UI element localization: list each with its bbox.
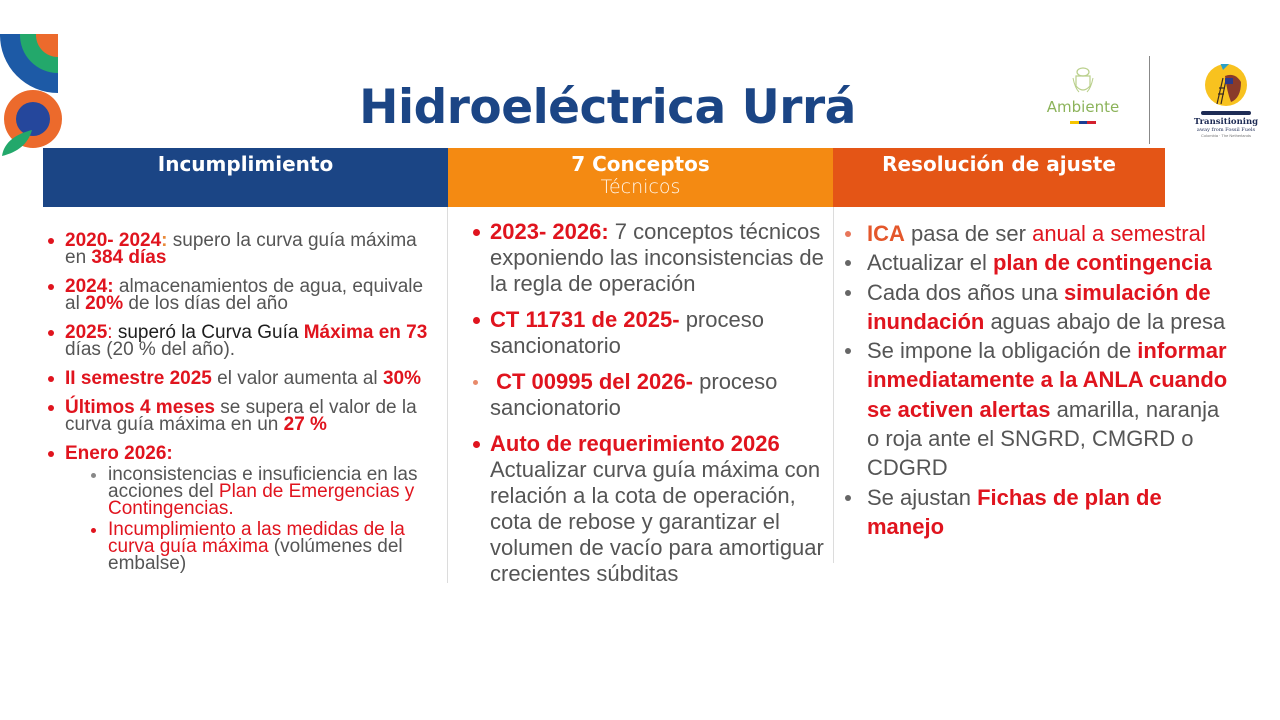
colombia-flag-bar xyxy=(1070,121,1096,124)
list-item: Se impone la obligación de informar inmediatamente a la ANLA cuando se activen alertas amarilla, naranja o roja ante el SNGRD, CMGRD o CDGRD xyxy=(840,336,1235,482)
header-incumplimiento xyxy=(43,148,448,207)
conference-tag-bar xyxy=(1201,111,1251,115)
column-divider xyxy=(447,207,448,583)
list-item: Se ajustan Fichas de plan de manejo xyxy=(840,483,1235,542)
header-label: Resolución de ajuste xyxy=(882,152,1116,176)
resolucion-column xyxy=(840,219,1235,541)
sub-list-item: inconsistencias e insuficiencia en las acciones del Plan de Emergencias y Contingencias. xyxy=(88,466,440,517)
header-label: Incumplimiento xyxy=(157,152,334,176)
transitioning-hosts: Colombia · The Netherlands xyxy=(1201,133,1251,138)
list-item: Cada dos años una simulación de inundación aguas abajo de la presa xyxy=(840,278,1235,337)
list-item: 2023- 2026: 7 conceptos técnicos exponiendo las inconsistencias de la regla de operación xyxy=(470,219,825,297)
list-item: Actualizar el plan de contingencia xyxy=(840,248,1235,277)
column-headers xyxy=(43,148,1165,207)
header-resolucion xyxy=(833,148,1165,207)
list-item: II semestre 2025 el valor aumenta al 30% xyxy=(45,370,440,387)
transitioning-emblem-icon xyxy=(1205,64,1247,106)
header-conceptos xyxy=(448,148,833,207)
transitioning-title: Transitioning xyxy=(1193,117,1259,127)
ambiente-logo xyxy=(1038,66,1128,136)
list-item: Enero 2026: inconsistencias e insuficiencia en las acciones del Plan de Emergencias y Contingencias. Incumplimiento a las medidas de la curva guía máxima (volúmenes del embalse) xyxy=(45,445,440,572)
transitioning-logo xyxy=(1190,56,1262,148)
sub-list-item: Incumplimiento a las medidas de la curva guía máxima (volúmenes del embalse) xyxy=(88,521,440,572)
logo-divider xyxy=(1149,56,1150,144)
sub-list xyxy=(88,466,440,572)
list-item: CT 11731 de 2025- proceso sancionatorio xyxy=(470,307,825,359)
header-sublabel: Técnicos xyxy=(600,176,681,198)
conceptos-column xyxy=(470,219,825,597)
coat-of-arms-icon xyxy=(1071,66,1095,96)
list-item: 2024: almacenamientos de agua, equivale al 20% de los días del año xyxy=(45,278,440,312)
list-item: ICA pasa de ser anual a semestral xyxy=(840,219,1235,248)
incumplimiento-column xyxy=(45,232,440,584)
list-item: Auto de requerimiento 2026 Actualizar curva guía máxima con relación a la cota de operación, cota de rebose y garantizar el volumen de vacío para amortiguar crecientes súbditas xyxy=(470,431,825,587)
list-item: CT 00995 del 2026- proceso sancionatorio xyxy=(470,369,825,421)
ambiente-label: Ambiente xyxy=(1046,98,1120,116)
list-item: 2020- 2024: supero la curva guía máxima en 384 días xyxy=(45,232,440,266)
transitioning-subtitle: away from Fossil Fuels xyxy=(1196,127,1256,133)
column-divider xyxy=(833,207,834,563)
list-item: Últimos 4 meses se supera el valor de la curva guía máxima en un 27 % xyxy=(45,399,440,433)
list-item: 2025: superó la Curva Guía Máxima en 73 días (20 % del año). xyxy=(45,324,440,358)
header-label: 7 Conceptos xyxy=(571,152,710,176)
page-title: Hidroeléctrica Urrá xyxy=(359,80,856,135)
